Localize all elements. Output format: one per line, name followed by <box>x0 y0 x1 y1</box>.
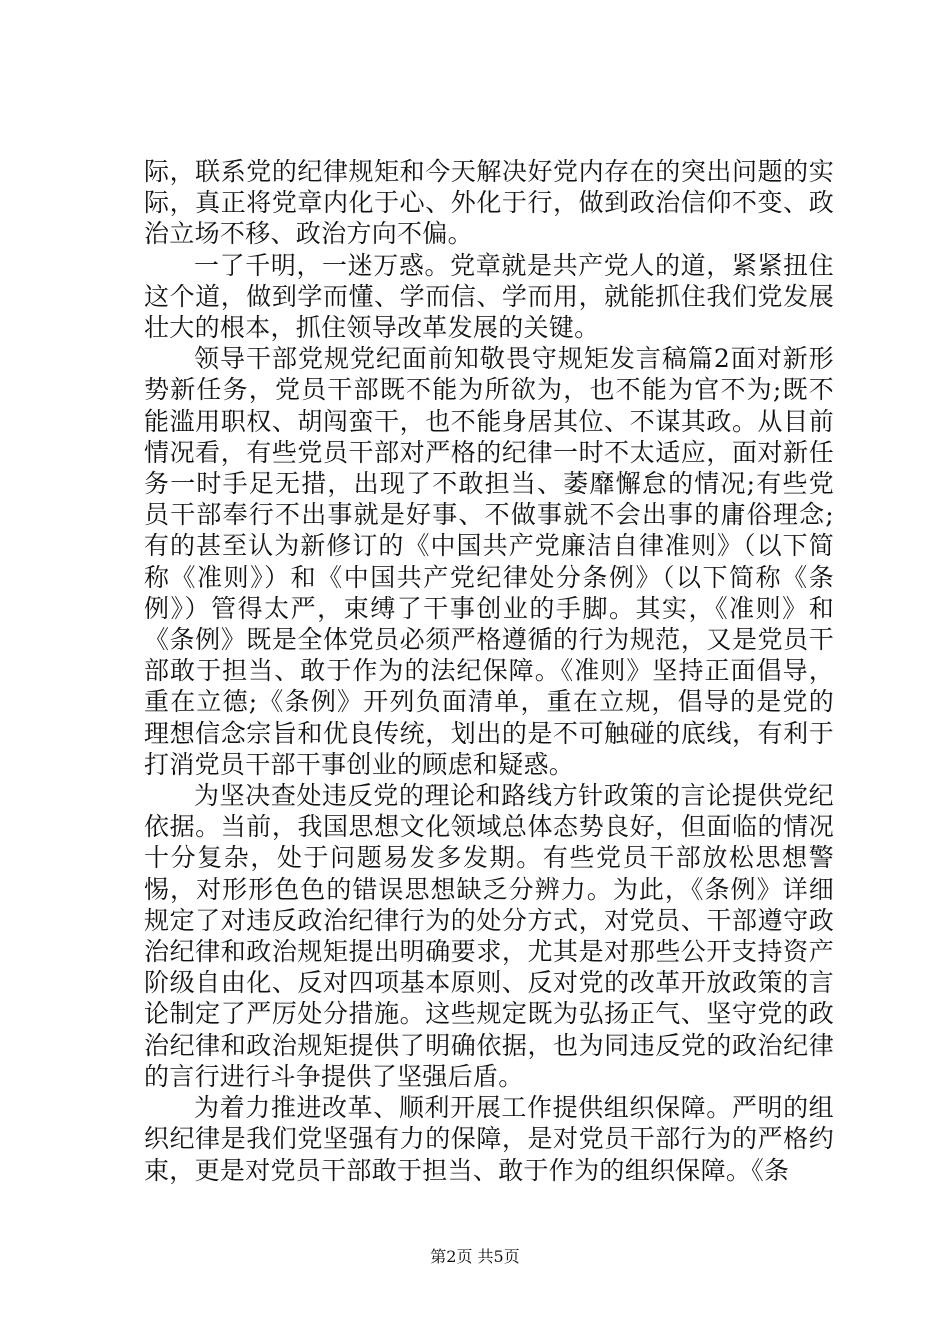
paragraph: 为着力推进改革、顺利开展工作提供组织保障。严明的组织纪律是我们党坚强有力的保障，是对党员干部行为的严格约束，更是对党员干部敢于担当、敢于作为的组织保障。《条 <box>144 1093 834 1185</box>
paragraph: 一了千明，一迷万惑。党章就是共产党人的道，紧紧扭住这个道，做到学而懂、学而信、学而用，就能抓住我们党发展壮大的根本，抓住领导改革发展的关键。 <box>144 250 834 343</box>
paragraph: 为坚决查处违反党的理论和路线方针政策的言论提供党纪依据。当前，我国思想文化领域总体态势良好，但面临的情况十分复杂，处于问题易发多发期。有些党员干部放松思想警惕，对形形色色的错误思想缺乏分辨力。为此，《条例》详细规定了对违反政治纪律行为的处分方式，对党员、干部遵守政治纪律和政治规矩提出明确要求，尤其是对那些公开支持资产阶级自由化、反对四项基本原则、反对党的改革开放政策的言论制定了严厉处分措施。这些规定既为弘扬正气、坚守党的政治纪律和政治规矩提供了明确依据，也为同违反党的政治纪律的言行进行斗争提供了坚强后盾。 <box>144 781 834 1091</box>
paragraph-continuation: 际，联系党的纪律规矩和今天解决好党内存在的突出问题的实际，真正将党章内化于心、外化于行，做到政治信仰不变、政治立场不移、政治方向不偏。 <box>144 157 834 249</box>
page-number-footer: 第2页 共5页 <box>430 1247 520 1266</box>
document-body <box>144 156 834 1186</box>
paragraph: 领导干部党规党纪面前知敬畏守规矩发言稿篇2面对新形势新任务，党员干部既不能为所欲为，也不能为官不为;既不能滥用职权、胡闯蛮干，也不能身居其位、不谋其政。从目前情况看，有些党员干部对严格的纪律一时不太适应，面对新任务一时手足无措，出现了不敢担当、萎靡懈怠的情况;有些党员干部奉行不出事就是好事、不做事就不会出事的庸俗理念;有的甚至认为新修订的《中国共产党廉洁自律准则》（以下简称《准则》）和《中国共产党纪律处分条例》（以下简称《条例》）管得太严，束缚了干事创业的手脚。其实，《准则》和《条例》既是全体党员必须严格遵循的行为规范，又是党员干部敢于担当、敢于作为的法纪保障。《准则》坚持正面倡导，重在立德;《条例》开列负面清单，重在立规，倡导的是党的理想信念宗旨和优良传统，划出的是不可触碰的底线，有利于打消党员干部干事创业的顾虑和疑惑。 <box>144 344 834 779</box>
